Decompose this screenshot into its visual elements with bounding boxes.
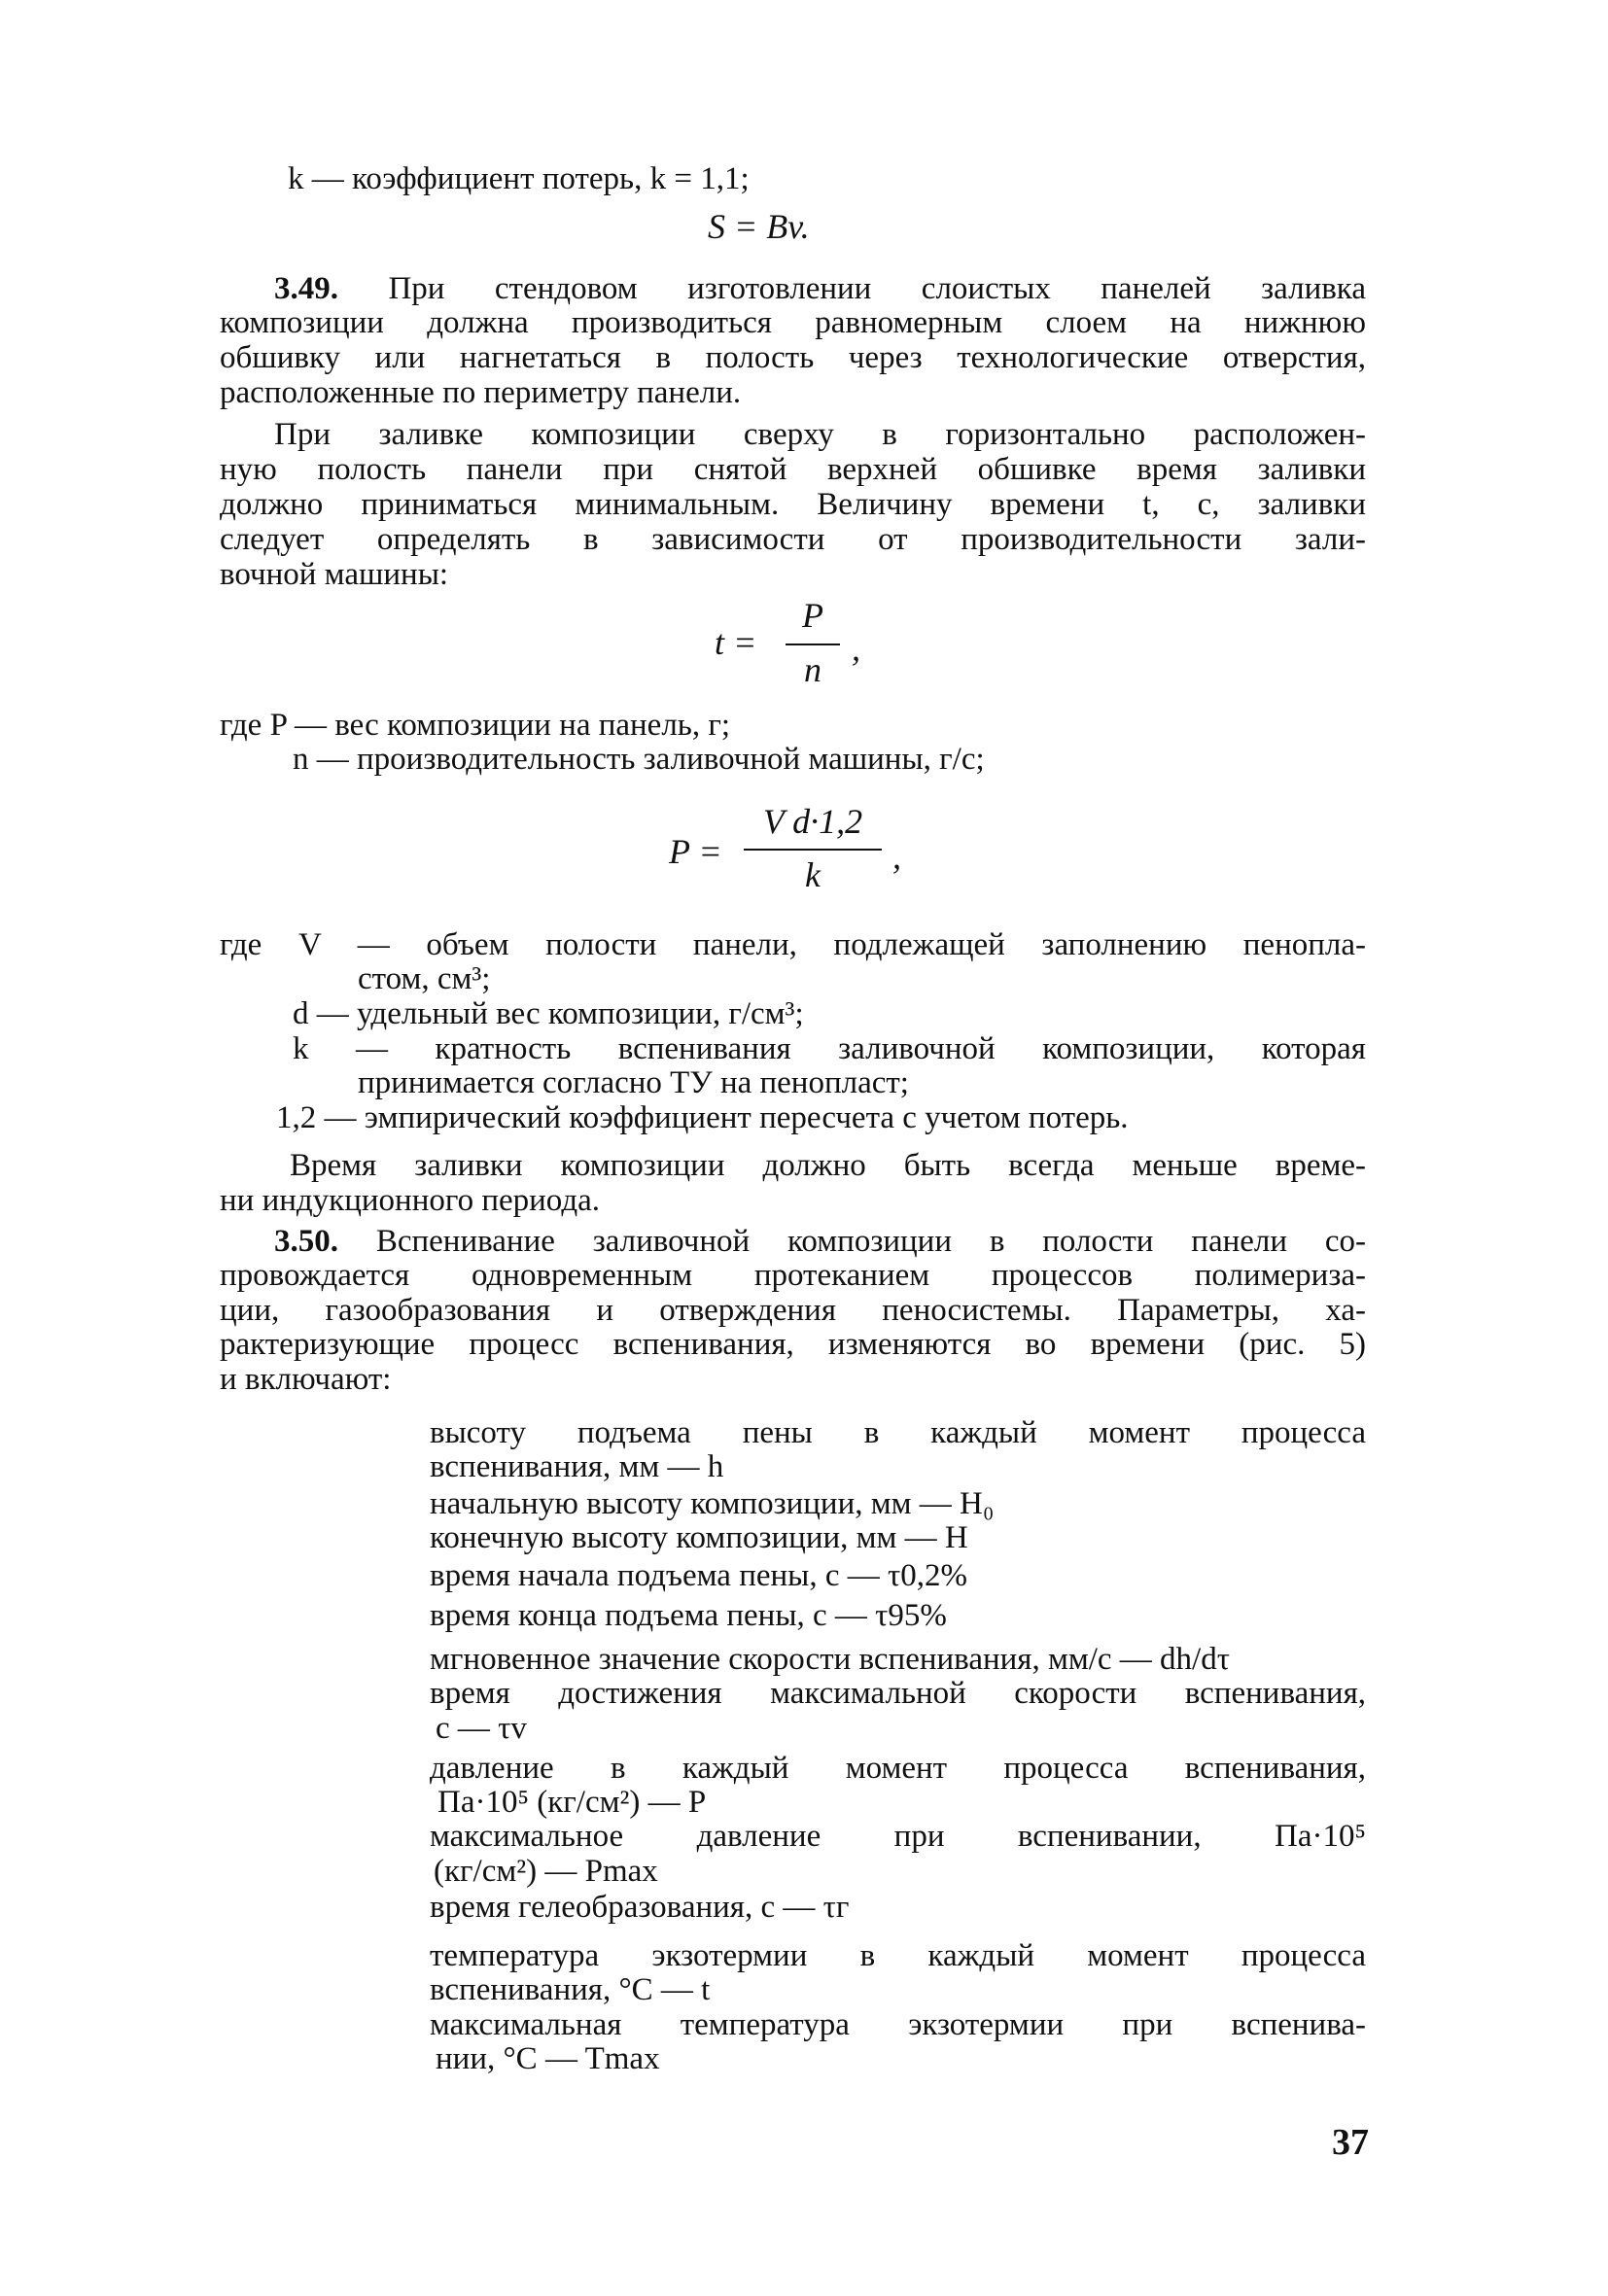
formula-t-numerator: P bbox=[802, 596, 823, 635]
section-349-line-3: обшивку или нагнетаться в полость через технологические отверстия, bbox=[220, 340, 1366, 375]
formula-t-lhs: t = bbox=[715, 623, 757, 662]
param-line-10: давление в каждый момент процесса вспенивания, bbox=[430, 1751, 1366, 1786]
formula-t-fraction-bar bbox=[786, 644, 840, 645]
section-350-line-5: и включают: bbox=[220, 1362, 392, 1397]
para2-line-1: При заливке композиции сверху в горизонтально расположен- bbox=[274, 417, 1366, 452]
section-349-line-2: композиции должна производиться равномерным слоем на нижнюю bbox=[220, 305, 1366, 340]
param-line-2: вспенивания, мм — h bbox=[430, 1449, 724, 1484]
para3-line-1: Время заливки композиции должно быть всегда меньше време- bbox=[290, 1148, 1366, 1183]
section-349-line-4: расположенные по периметру панели. bbox=[220, 375, 742, 410]
s-formula: S = Bv. bbox=[708, 207, 810, 246]
where-2-line-5: принимается согласно ТУ на пенопласт; bbox=[358, 1065, 909, 1100]
formula-t-denominator: n bbox=[804, 650, 821, 689]
param-line-9: с — τv bbox=[436, 1711, 527, 1746]
section-number-350: 3.50. bbox=[274, 1224, 338, 1259]
param-line-14: время гелеобразования, с — τг bbox=[430, 1890, 850, 1925]
param-line-13: (кг/см²) — Pmax bbox=[434, 1854, 658, 1889]
formula-p-fraction-bar bbox=[744, 849, 882, 851]
where-2-line-3: d — удельный вес композиции, г/см³; bbox=[293, 996, 804, 1031]
param-line-4: конечную высоту композиции, мм — H bbox=[430, 1520, 968, 1555]
param-line-11: Па·10⁵ (кг/см²) — P bbox=[437, 1785, 707, 1820]
param-line-7: мгновенное значение скорости вспенивания, мм/с — dh/dτ bbox=[430, 1642, 1230, 1677]
formula-p-numerator: V d·1,2 bbox=[762, 802, 863, 841]
section-349-line-1 bbox=[274, 270, 1366, 307]
where-2-line-1: где V — объем полости панели, подлежащей заполнению пенопла- bbox=[220, 927, 1366, 962]
para2-line-2: ную полость панели при снятой верхней обшивке время заливки bbox=[220, 452, 1366, 487]
section-number-349: 3.49. bbox=[274, 271, 338, 306]
where-2-line-6: 1,2 — эмпирический коэффициент пересчета с учетом потерь. bbox=[276, 1100, 1129, 1135]
formula-p-comma: , bbox=[892, 837, 901, 876]
section-350-line-2: провождается одновременным протеканием процессов полимериза- bbox=[220, 1258, 1366, 1293]
where-1-line-1: где P — вес композиции на панель, г; bbox=[220, 708, 731, 743]
param-line-5: время начала подъема пены, с — τ0,2% bbox=[430, 1558, 967, 1593]
where-2-line-2: стом, см³; bbox=[358, 961, 491, 996]
page-number: 37 bbox=[1332, 2122, 1369, 2163]
section-350-line-3: ции, газообразования и отверждения пеносистемы. Параметры, ха- bbox=[220, 1293, 1366, 1328]
k-loss-line: k — коэффициент потерь, k = 1,1; bbox=[288, 161, 750, 196]
section-349-text: При стендовом изготовлении слоистых панелей заливка bbox=[338, 271, 1366, 306]
param-line-6: время конца подъема пены, с — τ95% bbox=[430, 1598, 947, 1633]
section-350-line-1 bbox=[274, 1223, 1366, 1260]
param-line-1: высоту подъема пены в каждый момент процесса bbox=[430, 1415, 1366, 1450]
section-350-line-4: рактеризующие процесс вспенивания, изменяются во времени (рис. 5) bbox=[220, 1327, 1366, 1362]
param-line-18: нии, °C — Tmax bbox=[436, 2041, 660, 2076]
para2-line-4: следует определять в зависимости от производительности зали- bbox=[220, 522, 1366, 557]
para2-line-5: вочной машины: bbox=[220, 557, 449, 592]
section-350-text: Вспенивание заливочной композиции в полости панели со- bbox=[338, 1224, 1366, 1259]
para3-line-2: ни индукционного периода. bbox=[220, 1183, 601, 1218]
param-line-3: начальную высоту композиции, мм — H₀ bbox=[430, 1486, 995, 1521]
para2-line-3: должно приниматься минимальным. Величину времени t, с, заливки bbox=[220, 487, 1366, 522]
where-2-line-4: k — кратность вспенивания заливочной композиции, которая bbox=[293, 1031, 1366, 1066]
param-line-8: время достижения максимальной скорости вспенивания, bbox=[430, 1676, 1366, 1711]
param-line-16: вспенивания, °C — t bbox=[430, 1972, 711, 2007]
formula-p-denominator: k bbox=[805, 855, 821, 894]
param-line-12: максимальное давление при вспенивании, Па·10⁵ bbox=[430, 1819, 1366, 1854]
where-1-line-2: n — производительность заливочной машины, г/с; bbox=[293, 742, 985, 777]
param-line-15: температура экзотермии в каждый момент процесса bbox=[430, 1938, 1366, 1973]
formula-t-comma: , bbox=[852, 629, 860, 668]
param-line-17: максимальная температура экзотермии при вспенива- bbox=[430, 2007, 1366, 2042]
formula-p-lhs: P = bbox=[669, 832, 722, 871]
